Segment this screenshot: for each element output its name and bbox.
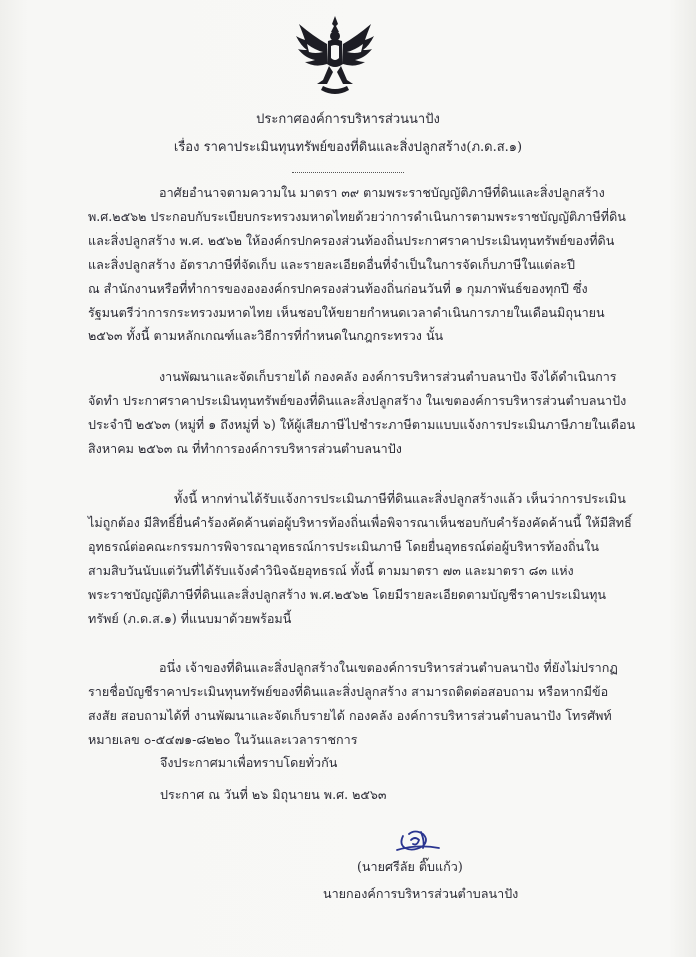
garuda-emblem-icon [293, 14, 377, 100]
paragraph-line: สิงหาคม ๒๕๖๓ ณ ที่ทำการองค์การบริหารส่วนตำบลนาปัง [88, 440, 402, 456]
paragraph-line: สามสิบวันนับแต่วันที่ได้รับแจ้งคำวินิจฉัยอุทธรณ์ ทั้งนี้ ตามมาตรา ๗๓ และมาตรา ๘๓ แห่ง [88, 562, 574, 578]
paragraph-line: ประจำปี ๒๕๖๓ (หมู่ที่ ๑ ถึงหมู่ที่ ๖) ให้ผู้เสียภาษีไปชำระภาษีตามแบบแจ้งการประเมินภาษีภายในเดือน [88, 416, 636, 432]
paragraph-line: รัฐมนตรีว่าการกระทรวงมหาดไทย เห็นชอบให้ขยายกำหนดเวลาดำเนินการภายในเดือนมิถุนายน [88, 304, 605, 320]
paragraph-line: ๒๕๖๓ ทั้งนี้ ตามหลักเกณฑ์และวิธีการที่กำหนดในกฎกระทรวง นั้น [88, 328, 444, 344]
paragraph-contact [88, 656, 628, 752]
paragraph-line: งานพัฒนาและจัดเก็บรายได้ กองคลัง องค์การบริหารส่วนตำบลนาปัง จึงได้ดำเนินการ [159, 369, 617, 384]
signatory-position: นายกองค์การบริหารส่วนตำบลนาปัง [323, 886, 519, 901]
paragraph-line: อาศัยอำนาจตามความใน มาตรา ๓๙ ตามพระราชบัญญัติภาษีที่ดินและสิ่งปลูกสร้าง [159, 185, 605, 200]
paragraph-line: จัดทำ ประกาศราคาประเมินทุนทรัพย์ของที่ดินและสิ่งปลูกสร้าง ในเขตองค์การบริหารส่วนตำบลนาปัง [88, 392, 627, 408]
paragraph-authority [88, 181, 628, 348]
paragraph-assessment [88, 365, 636, 461]
paragraph-line: อุทธรณ์ต่อคณะกรรมการพิจารณาอุทธรณ์การประเมินภาษี โดยยื่นอุทธรณ์ต่อผู้บริหารท้องถิ่นใน [88, 538, 600, 554]
paragraph-line: รายชื่อบัญชีราคาประเมินทุนทรัพย์ของที่ดินและสิ่งปลูกสร้าง สามารถติดต่อสอบถาม หรือหากมีข้อ [88, 683, 609, 699]
paragraph-line: สงสัย สอบถามได้ที่ งานพัฒนาและจัดเก็บรายได้ กองคลัง องค์การบริหารส่วนตำบลนาปัง โทรศัพท์ [88, 707, 612, 723]
paragraph-line: และสิ่งปลูกสร้าง อัตราภาษีที่จัดเก็บ และรายละเอียดอื่นที่จำเป็นในการจัดเก็บภาษีในแต่ละปี [88, 256, 575, 272]
paragraph-line: ทรัพย์ (ภ.ด.ส.๑) ที่แนบมาด้วยพร้อมนี้ [88, 610, 292, 626]
closing-notice: จึงประกาศมาเพื่อทราบโดยทั่วกัน [160, 755, 338, 770]
announcement-subject: เรื่อง ราคาประเมินทุนทรัพย์ของที่ดินและสิ่งปลูกสร้าง(ภ.ด.ส.๑) [173, 140, 523, 155]
announcement-date: ประกาศ ณ วันที่ ๒๖ มิถุนายน พ.ศ. ๒๕๖๓ [160, 787, 387, 802]
signature-mark [393, 826, 443, 852]
signatory-name: (นายศรีลัย ติ๊บแก้ว) [357, 859, 463, 874]
paragraph-line: พ.ศ.๒๕๖๒ ประกอบกับระเบียบกระทรวงมหาดไทยด้วยว่าการดำเนินการตามพระราชบัญญัติภาษีที่ดิน [88, 208, 626, 224]
dotted-divider [292, 172, 404, 173]
paragraph-line: ทั้งนี้ หากท่านได้รับแจ้งการประเมินภาษีที่ดินและสิ่งปลูกสร้างแล้ว เห็นว่าการประเมิน [174, 491, 626, 506]
announcement-title: ประกาศองค์การบริหารส่วนนาปัง [256, 112, 440, 127]
paragraph-line: หมายเลข ๐-๕๔๗๑-๘๒๒๐ ในวันและเวลาราชการ [88, 731, 358, 747]
paragraph-line: พระราชบัญญัติภาษีที่ดินและสิ่งปลูกสร้าง พ.ศ.๒๕๖๒ โดยมีรายละเอียดตามบัญชีราคาประเมินทุน [88, 586, 607, 602]
paragraph-line: อนึ่ง เจ้าของที่ดินและสิ่งปลูกสร้างในเขตองค์การบริหารส่วนตำบลนาปัง ที่ยังไม่ปรากฏ [159, 660, 618, 675]
paragraph-line: ณ สำนักงานหรือที่ทำการของององค์กรปกครองส่วนท้องถิ่นก่อนวันที่ ๑ กุมภาพันธ์ของทุกปี ซึ่ง [88, 280, 588, 296]
paragraph-line: และสิ่งปลูกสร้าง พ.ศ. ๒๕๖๒ ให้องค์กรปกครองส่วนท้องถิ่นประกาศราคาประเมินทุนทรัพย์ของที่ดิน [88, 232, 615, 248]
paragraph-line: ไม่ถูกต้อง มีสิทธิ์ยื่นคำร้องคัดค้านต่อผู้บริหารท้องถิ่นเพื่อพิจารณาเห็นชอบกับคำร้องคัดค้านนี้ ให้มีสิทธิ์ [88, 514, 632, 530]
paragraph-appeal [88, 487, 632, 630]
